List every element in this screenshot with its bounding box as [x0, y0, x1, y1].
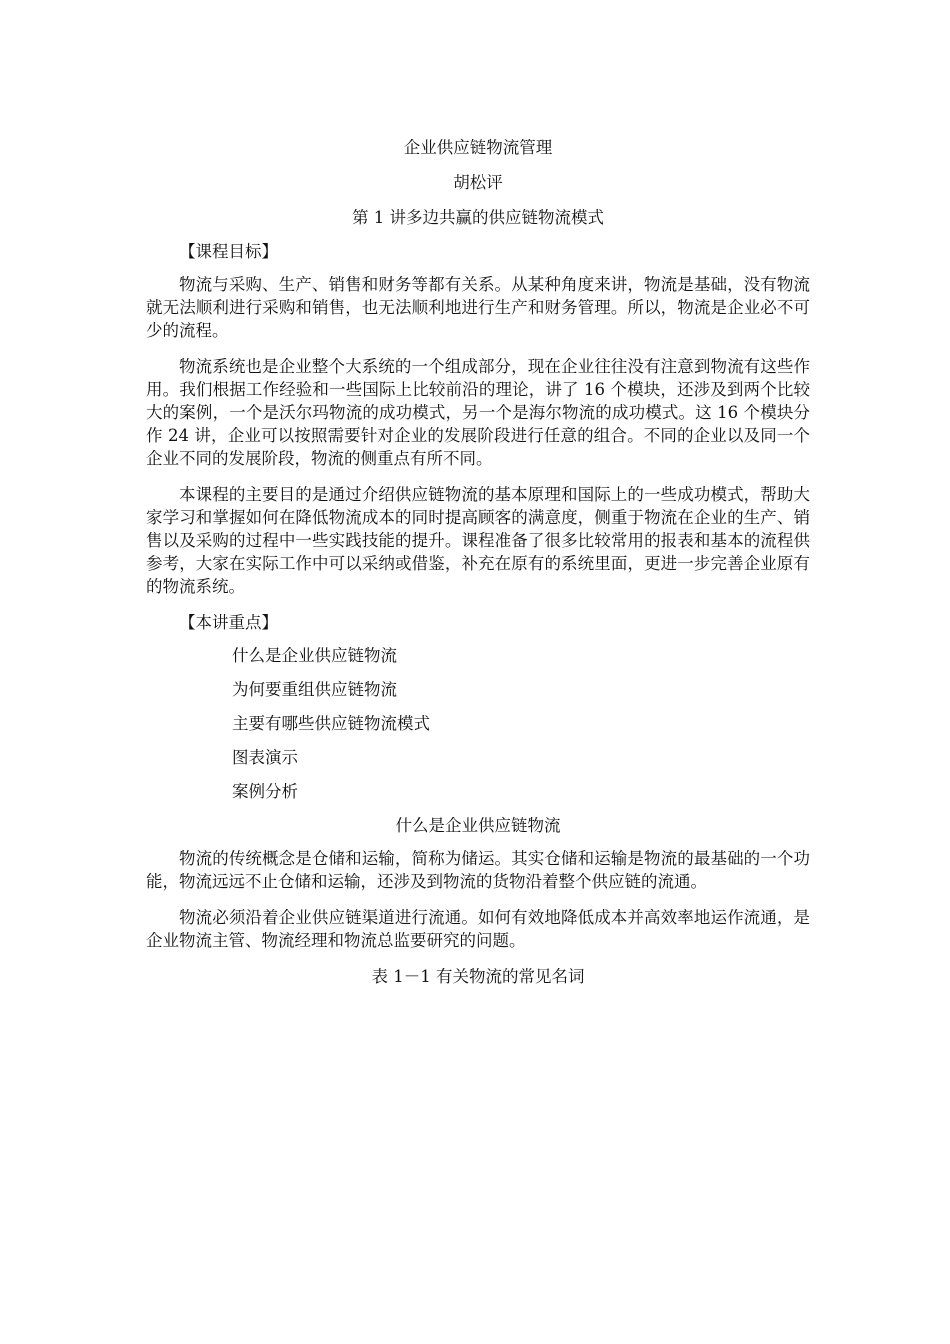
course-goal-paragraph-1: 物流与采购、生产、销售和财务等都有关系。从某种角度来讲，物流是基础，没有物流就无法顺利进行采购和销售，也无法顺利地进行生产和财务管理。所以，物流是企业必不可少的流程。: [146, 275, 810, 340]
key-point-item: 图表演示: [232, 748, 298, 767]
key-point-item: 主要有哪些供应链物流模式: [232, 714, 430, 733]
course-goal-label: 【课程目标】: [179, 242, 278, 261]
section-paragraph-1: 物流的传统概念是仓储和运输，简称为储运。其实仓储和运输是物流的最基础的一个功能，物流远远不止仓储和运输，还涉及到物流的货物沿着整个供应链的流通。: [146, 849, 810, 891]
key-point-item: 什么是企业供应链物流: [232, 646, 397, 665]
key-points-label: 【本讲重点】: [179, 613, 278, 632]
table-caption: 表 1－1 有关物流的常见名词: [371, 967, 585, 986]
key-points-list: [146, 644, 810, 803]
document-body: [146, 136, 810, 988]
section-heading: 什么是企业供应链物流: [395, 816, 561, 835]
section-paragraph-2: 物流必须沿着企业供应链渠道进行流通。如何有效地降低成本并高效率地运作流通，是企业物流主管、物流经理和物流总监要研究的问题。: [146, 908, 810, 950]
document-author: 胡松评: [453, 173, 503, 192]
course-goal-paragraph-3: 本课程的主要目的是通过介绍供应链物流的基本原理和国际上的一些成功模式，帮助大家学习和掌握如何在降低物流成本的同时提高顾客的满意度，侧重于物流在企业的生产、销售以及采购的过程中一些实践技能的提升。课程准备了很多比较常用的报表和基本的流程供参考，大家在实际工作中可以采纳或借鉴，补充在原有的系统里面，更进一步完善企业原有的物流系统。: [146, 485, 810, 596]
key-point-item: 为何要重组供应链物流: [232, 680, 397, 699]
course-goal-paragraph-2: 物流系统也是企业整个大系统的一个组成部分，现在企业往往没有注意到物流有这些作用。我们根据工作经验和一些国际上比较前沿的理论，讲了 16 个模块，还涉及到两个比较大的案例，一个是沃尔玛物流的成功模式，另一个是海尔物流的成功模式。这 16 个模块分作 24 讲，企业可以按照需要针对企业的发展阶段进行任意的组合。不同的企业以及同一个企业不同的发展阶段，物流的侧重点有所不同。: [146, 357, 810, 468]
document-title: 企业供应链物流管理: [403, 138, 553, 157]
key-point-item: 案例分析: [232, 782, 298, 801]
lecture-title: 第 1 讲多边共赢的供应链物流模式: [352, 208, 604, 227]
